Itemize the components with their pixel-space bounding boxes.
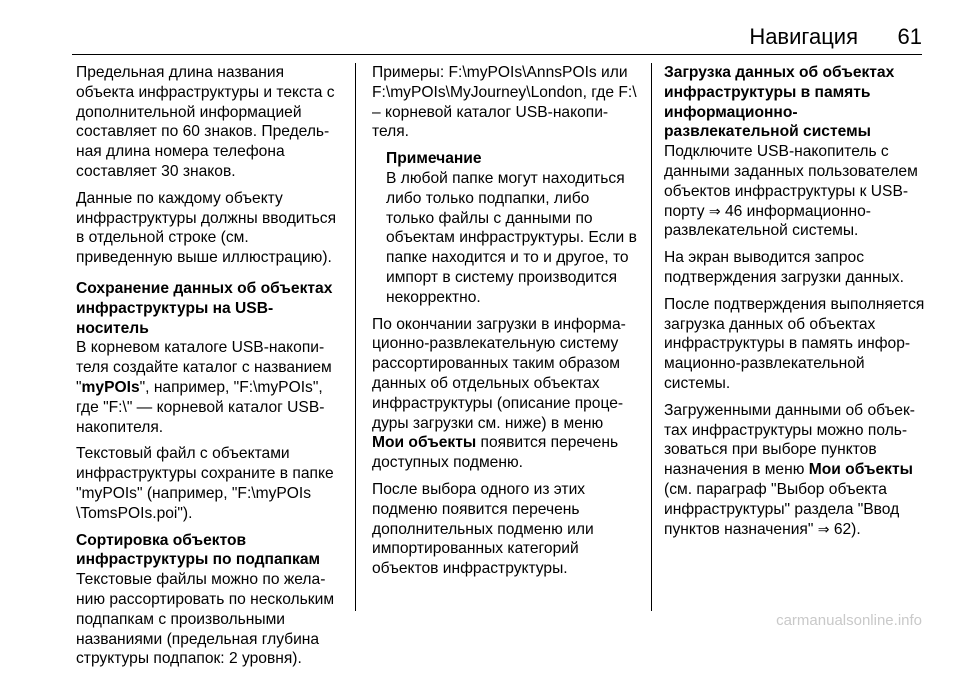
column-divider-2 bbox=[651, 63, 652, 611]
text-segment: (см. параграф "Выбор объекта инфраструктуры" раздела "Ввод пунктов назначения" bbox=[664, 480, 900, 538]
note-text: В любой папке могут находиться либо только подпапки, либо только файлы с данными по объектам инфраструктуры. Если в папке находится и то и другое, то импорт в систему производится некорректно. bbox=[386, 169, 637, 306]
paragraph-create-folder bbox=[76, 338, 342, 437]
page-header bbox=[0, 0, 960, 58]
menu-name: Мои объекты bbox=[372, 434, 477, 452]
paragraph-after-confirm: После подтверждения выполняется загрузка данных об объектах инфраструктуры в память информационно-развлекательной системы. bbox=[664, 295, 925, 392]
paragraph-save-file: Текстовый файл с объектами инфраструктуры сохраните в папке "myPOIs" (например, "F:\myPOIs \TomsPOIs.poi"). bbox=[76, 445, 334, 522]
paragraph-connect-usb bbox=[664, 142, 928, 241]
menu-name: Мои объекты bbox=[808, 461, 913, 479]
paragraph-confirm-prompt: На экран выводится запрос подтверждения загрузки данных. bbox=[664, 249, 904, 286]
text-segment: 62). bbox=[833, 520, 861, 538]
paragraph-name-length: Предельная длина названия объекта инфраструктуры и текста с дополнительной информацией составляет по 60 знаков. Предельная длина номера телефона составляет 30 знаков. bbox=[76, 64, 335, 180]
text-segment: появится перечень доступных подменю. bbox=[372, 434, 619, 472]
heading-save-usb: Сохранение данных об объектах инфраструктуры на USB-носитель bbox=[76, 279, 333, 337]
column-1 bbox=[76, 63, 342, 676]
note-title: Примечание bbox=[386, 150, 482, 168]
paragraph-use-data bbox=[664, 401, 928, 540]
heading-load-data: Загрузка данных об объектах инфраструктуры в память информационно-развлекательной системы bbox=[664, 64, 895, 141]
note-block bbox=[372, 149, 638, 307]
text-segment: ", например, "F:\myPOIs", где "F:\" — корневой каталог USB-накопителя. bbox=[76, 378, 325, 436]
paragraph-submenus: После выбора одного из этих подменю появится перечень дополнительных подменю или импортированных категорий объектов инфраструктуры. bbox=[372, 480, 594, 578]
paragraph-subfolders: Текстовые файлы можно по желанию рассортировать по нескольким подпапкам с произвольными названиями (предельная глубина структуры подпапок: 2 уровня). bbox=[76, 571, 335, 668]
header-divider bbox=[72, 54, 922, 55]
paragraph-examples: Примеры: F:\myPOIs\AnnsPOIs или F:\myPOIs\MyJourney\London, где F:\ – корневой каталог USB-накопителя. bbox=[372, 64, 637, 141]
paragraph-after-load bbox=[372, 315, 638, 473]
paragraph-line-rule: Данные по каждому объекту инфраструктуры должны вводиться в отдельной строке (см. приведенную выше иллюстрацию). bbox=[76, 189, 337, 267]
text-segment: В корневом каталоге USB-накопителя создайте каталог с названием " bbox=[76, 339, 332, 396]
folder-name: myPOIs bbox=[81, 378, 140, 396]
text-segment: По окончании загрузки в информационно-развлекательную систему рассортированных таким образом данных об отдельных объектах инфраструктуры (описание процедуры загрузки см. ниже) в меню bbox=[372, 315, 626, 432]
text-segment: Загруженными данными об объектах инфраструктуры можно пользоваться при выборе пунктов назначения в меню bbox=[664, 401, 915, 479]
column-2 bbox=[372, 63, 638, 586]
page-ref-arrow-icon: ⇒ bbox=[817, 520, 830, 537]
heading-sort-subfolders: Сортировка объектов инфраструктуры по подпапкам bbox=[76, 531, 321, 569]
text-segment: Подключите USB-накопитель с данными заданных пользователем объектов инфраструктуры к USB-порту bbox=[664, 143, 918, 220]
column-divider-1 bbox=[355, 63, 356, 611]
page-number: 61 bbox=[897, 24, 922, 49]
section-title: Навигация bbox=[749, 24, 858, 49]
column-3 bbox=[664, 63, 928, 546]
page-ref-arrow-icon: ⇒ bbox=[708, 202, 721, 219]
watermark: carmanualsonline.info bbox=[776, 612, 922, 629]
text-segment: 46 информационно-развлекательной системы. bbox=[664, 202, 871, 240]
